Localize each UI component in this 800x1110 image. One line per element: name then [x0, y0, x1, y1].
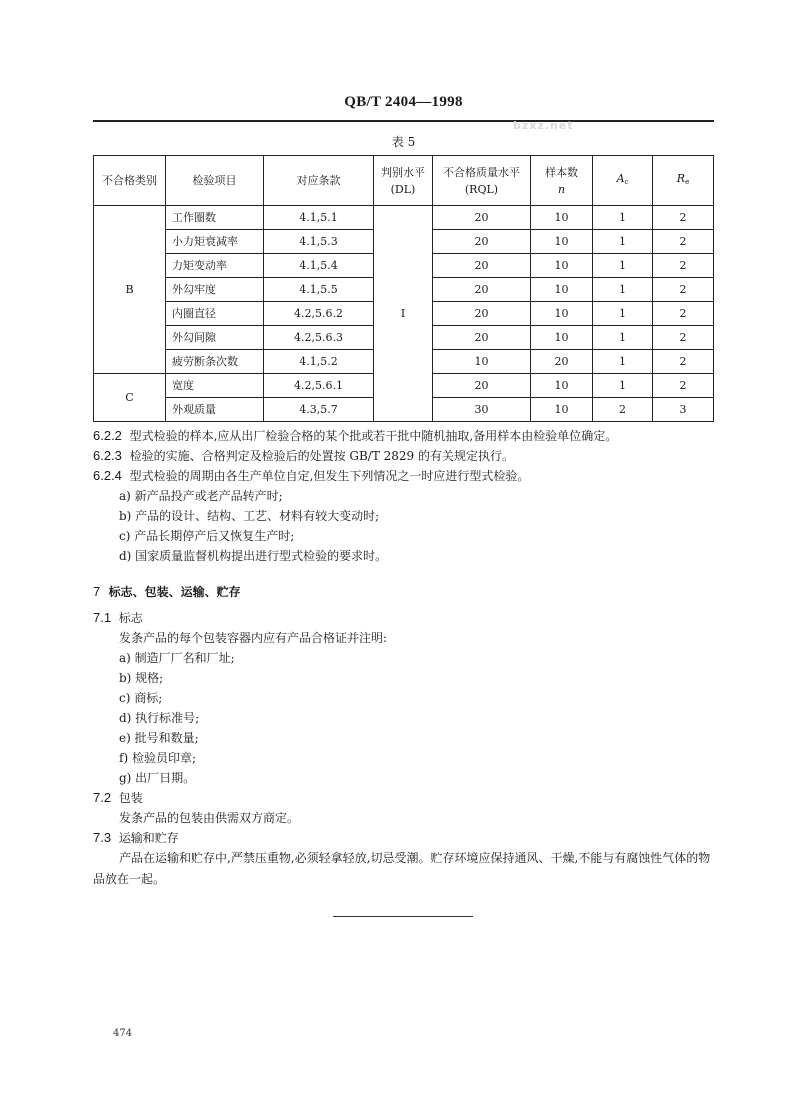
ac-cell: 1 — [593, 206, 653, 230]
re-cell: 2 — [653, 326, 714, 350]
rql-cell: 20 — [433, 254, 531, 278]
clause-cell: 4.1,5.2 — [264, 350, 374, 374]
ac-cell: 1 — [593, 374, 653, 398]
clause-number: 7.3 — [93, 830, 112, 845]
clause-cell: 4.3,5.7 — [264, 398, 374, 422]
rql-cell: 20 — [433, 206, 531, 230]
header-rql — [433, 156, 531, 206]
rql-cell: 20 — [433, 374, 531, 398]
rql-cell: 20 — [433, 230, 531, 254]
list-item: c) 商标; — [119, 691, 163, 705]
item-cell: 内圈直径 — [166, 302, 264, 326]
item-cell: 外勾牢度 — [166, 278, 264, 302]
section-7-heading — [93, 582, 723, 602]
ac-cell: 1 — [593, 302, 653, 326]
end-of-document-rule — [333, 916, 473, 917]
list-item: g) 出厂日期。 — [119, 771, 196, 785]
category-cell: B — [94, 206, 166, 374]
clause-7-3-heading — [93, 828, 723, 848]
table-row — [94, 206, 714, 230]
ac-cell: 1 — [593, 230, 653, 254]
clause-title: 包装 — [118, 791, 143, 805]
ac-cell: 1 — [593, 254, 653, 278]
header-n-line2: n — [557, 182, 566, 196]
header-ac — [593, 156, 653, 206]
header-ac-sub: c — [624, 178, 629, 186]
clause-cell: 4.1,5.1 — [264, 206, 374, 230]
header-rql-line2: (RQL) — [464, 182, 499, 196]
list-item: e) 批号和数量; — [119, 731, 199, 745]
header-rule — [93, 120, 714, 122]
clause-text: 产品在运输和贮存中,严禁压重物,必须轻拿轻放,切忌受潮。贮存环境应保持通风、干燥,不能与有腐蚀性气体的物品放在一起。 — [93, 851, 711, 886]
header-clause: 对应条款 — [264, 156, 374, 206]
n-cell: 10 — [531, 254, 593, 278]
rql-cell: 20 — [433, 278, 531, 302]
clause-cell: 4.1,5.4 — [264, 254, 374, 278]
clause-cell: 4.2,5.6.2 — [264, 302, 374, 326]
re-cell: 2 — [653, 302, 714, 326]
list-item: a) 新产品投产或老产品转产时; — [119, 489, 283, 503]
list-item: d) 执行标准号; — [119, 711, 200, 725]
clause-cell: 4.2,5.6.3 — [264, 326, 374, 350]
n-cell: 20 — [531, 350, 593, 374]
page-number: 474 — [113, 1028, 133, 1039]
rql-cell: 20 — [433, 302, 531, 326]
ac-cell: 1 — [593, 326, 653, 350]
item-cell: 疲劳断条次数 — [166, 350, 264, 374]
dl-cell: I — [374, 206, 433, 422]
n-cell: 10 — [531, 374, 593, 398]
re-cell: 2 — [653, 230, 714, 254]
re-cell: 2 — [653, 254, 714, 278]
clause-6-2-4 — [93, 466, 723, 486]
rql-cell: 10 — [433, 350, 531, 374]
n-cell: 10 — [531, 206, 593, 230]
header-category: 不合格类别 — [94, 156, 166, 206]
clause-number: 7.2 — [93, 790, 112, 805]
clause-number: 7.1 — [93, 610, 112, 625]
header-item: 检验项目 — [166, 156, 264, 206]
clause-6-2-3 — [93, 446, 723, 466]
clause-number: 6.2.2 — [93, 428, 122, 443]
clause-title: 运输和贮存 — [118, 831, 179, 845]
item-cell: 外观质量 — [166, 398, 264, 422]
clause-text: 型式检验的样本,应从出厂检验合格的某个批或若干批中随机抽取,备用样本由检验单位确定。 — [129, 429, 618, 443]
standard-code-header: QB/T 2404—1998 — [344, 94, 463, 110]
ac-cell: 2 — [593, 398, 653, 422]
inspection-table — [93, 155, 714, 422]
re-cell: 2 — [653, 350, 714, 374]
ac-cell: 1 — [593, 278, 653, 302]
clause-intro: 发条产品的每个包装容器内应有产品合格证并注明: — [119, 631, 388, 645]
re-cell: 2 — [653, 278, 714, 302]
n-cell: 10 — [531, 398, 593, 422]
watermark: bzxz.net — [513, 119, 574, 132]
clause-text: 型式检验的周期由各生产单位自定,但发生下列情况之一时应进行型式检验。 — [129, 469, 530, 483]
header-re — [653, 156, 714, 206]
header-dl — [374, 156, 433, 206]
clause-text: 发条产品的包装由供需双方商定。 — [119, 811, 300, 825]
re-cell: 2 — [653, 206, 714, 230]
body-text — [93, 426, 723, 890]
re-cell: 2 — [653, 374, 714, 398]
header-re-letter: R — [676, 172, 686, 185]
clause-cell: 4.1,5.5 — [264, 278, 374, 302]
clause-number: 6.2.3 — [93, 448, 122, 463]
header-dl-line2: (DL) — [390, 182, 416, 196]
table-title: 表 5 — [391, 135, 416, 149]
clause-7-2-heading — [93, 788, 723, 808]
rql-cell: 30 — [433, 398, 531, 422]
item-cell: 外勾间隙 — [166, 326, 264, 350]
header-ac-letter: A — [616, 172, 625, 185]
clause-number: 6.2.4 — [93, 468, 122, 483]
header-n-line1: 样本数 — [545, 165, 578, 179]
category-cell: C — [94, 374, 166, 422]
n-cell: 10 — [531, 278, 593, 302]
list-item: d) 国家质量监督机构提出进行型式检验的要求时。 — [119, 549, 388, 563]
clause-cell: 4.2,5.6.1 — [264, 374, 374, 398]
section-title: 标志、包装、运输、贮存 — [108, 585, 241, 599]
header-rql-line1: 不合格质量水平 — [443, 165, 520, 179]
clause-7-1-heading — [93, 608, 723, 628]
clause-title: 标志 — [118, 611, 143, 625]
item-cell: 工作圈数 — [166, 206, 264, 230]
item-cell: 小力矩衰减率 — [166, 230, 264, 254]
list-item: c) 产品长期停产后又恢复生产时; — [119, 529, 295, 543]
n-cell: 10 — [531, 230, 593, 254]
re-cell: 3 — [653, 398, 714, 422]
clause-6-2-2 — [93, 426, 723, 446]
item-cell: 力矩变动率 — [166, 254, 264, 278]
ac-cell: 1 — [593, 350, 653, 374]
clause-text: 检验的实施、合格判定及检验后的处置按 GB/T 2829 的有关规定执行。 — [129, 449, 514, 463]
list-item: b) 产品的设计、结构、工艺、材料有较大变动时; — [119, 509, 380, 523]
rql-cell: 20 — [433, 326, 531, 350]
header-sample-size — [531, 156, 593, 206]
header-dl-line1: 判别水平 — [381, 165, 425, 179]
list-item: a) 制造厂厂名和厂址; — [119, 651, 235, 665]
n-cell: 10 — [531, 302, 593, 326]
table-header-row — [94, 156, 714, 206]
n-cell: 10 — [531, 326, 593, 350]
section-number: 7 — [93, 584, 101, 599]
clause-cell: 4.1,5.3 — [264, 230, 374, 254]
item-cell: 宽度 — [166, 374, 264, 398]
header-re-sub: e — [685, 178, 690, 186]
list-item: f) 检验员印章; — [119, 751, 196, 765]
list-item: b) 规格; — [119, 671, 164, 685]
